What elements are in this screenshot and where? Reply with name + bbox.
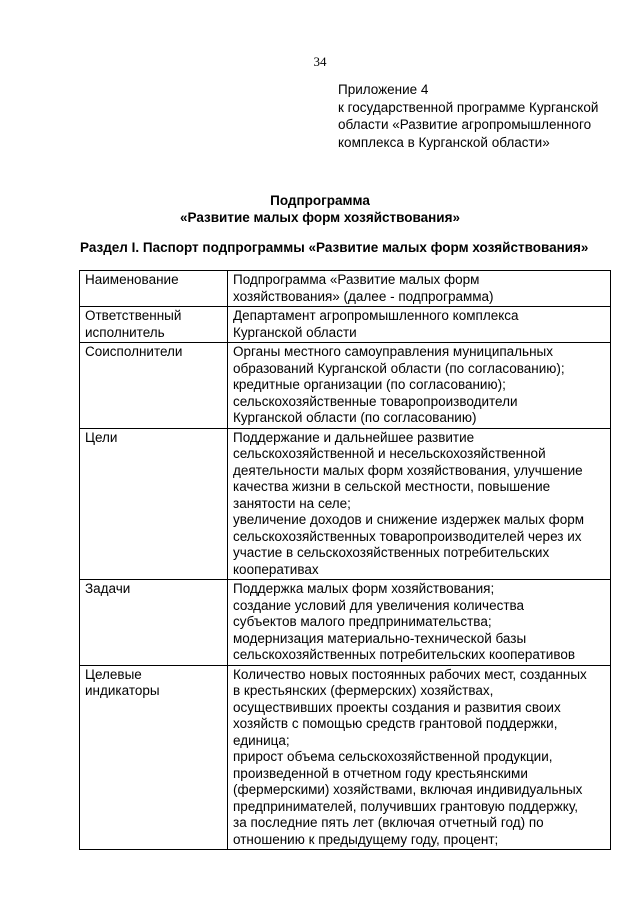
- row-value-line: субъектов малого предпринимательства;: [233, 614, 492, 629]
- subprogram-title-line: «Развитие малых форм хозяйствования»: [180, 210, 460, 225]
- row-value-line: хозяйств с помощью средств грантовой поддержки,: [233, 716, 558, 731]
- subprogram-title-line: Подпрограмма: [270, 193, 370, 208]
- row-value-line: создание условий для увеличения количества: [233, 597, 525, 613]
- row-value-line: в крестьянских (фермерских) хозяйствах,: [233, 683, 494, 698]
- table-row: [80, 307, 611, 343]
- row-value-line: хозяйствования» (далее - подпрограмма): [233, 288, 494, 304]
- appendix-note: [338, 81, 628, 151]
- row-label: [80, 428, 228, 580]
- table-row: [80, 271, 611, 307]
- row-value-line: Курганской области (по согласованию): [233, 410, 477, 425]
- row-label-line: Соисполнители: [85, 344, 183, 359]
- row-value-line: модернизация материально-технической базы: [233, 630, 527, 646]
- row-value-line: увеличение доходов и снижение издержек малых форм: [233, 512, 585, 527]
- row-value-line: образований Курганской области (по согласованию);: [233, 360, 565, 376]
- row-value: [228, 307, 611, 343]
- row-value: [228, 428, 611, 580]
- row-value-line: единица;: [233, 732, 290, 748]
- row-value-line: осуществивших проекты создания и развития своих: [233, 699, 561, 715]
- appendix-line: комплекса в Курганской области»: [338, 134, 550, 150]
- row-label-line: индикаторы: [85, 683, 160, 698]
- row-value-line: участие в сельскохозяйственных потребительских: [233, 545, 550, 560]
- row-value-line: кредитные организации (по согласованию);: [233, 377, 506, 392]
- row-label-line: Цели: [85, 429, 118, 445]
- table-row: [80, 580, 611, 666]
- row-label: [80, 343, 228, 429]
- row-value-line: сельскохозяйственной и несельскохозяйственной: [233, 446, 546, 461]
- row-label-line: исполнитель: [85, 324, 165, 340]
- table-row: [80, 665, 611, 850]
- appendix-line: Приложение 4: [338, 82, 429, 97]
- table-row: [80, 428, 611, 580]
- row-value-line: (фермерскими) хозяйствами, включая индивидуальных: [233, 782, 583, 797]
- row-value: [228, 271, 611, 307]
- row-label-line: Ответственный: [85, 308, 182, 323]
- row-value-line: Поддержание и дальнейшее развитие: [233, 429, 475, 445]
- row-label: [80, 307, 228, 343]
- row-value-line: сельскохозяйственных потребительских кооперативов: [233, 647, 576, 662]
- row-value-line: сельскохозяйственных товаропроизводителей через их: [233, 528, 582, 544]
- row-value-line: Количество новых постоянных рабочих мест, созданных: [233, 666, 587, 682]
- row-label-line: Задачи: [85, 581, 131, 596]
- row-value: [228, 343, 611, 429]
- row-value-line: предпринимателей, получивших грантовую поддержку,: [233, 798, 579, 814]
- row-value-line: Поддержка малых форм хозяйствования;: [233, 581, 495, 596]
- section-heading: Раздел I. Паспорт подпрограммы «Развитие малых форм хозяйствования»: [80, 240, 589, 255]
- row-label: [80, 580, 228, 666]
- row-value-line: деятельности малых форм хозяйствования, улучшение: [233, 462, 583, 478]
- appendix-line: к государственной программе Курганской: [338, 99, 599, 115]
- passport-table: [79, 270, 611, 850]
- row-value-line: Органы местного самоуправления муниципальных: [233, 344, 553, 359]
- subprogram-title: [0, 192, 640, 226]
- row-value: [228, 665, 611, 850]
- row-label-line: Целевые: [85, 666, 142, 682]
- row-value: [228, 580, 611, 666]
- row-value-line: прирост объема сельскохозяйственной продукции,: [233, 749, 553, 764]
- row-value-line: кооперативах: [233, 561, 319, 577]
- row-value-line: Подпрограмма «Развитие малых форм: [233, 272, 480, 287]
- row-value-line: занятости на селе;: [233, 495, 351, 511]
- row-label: [80, 665, 228, 850]
- row-value-line: сельскохозяйственные товаропроизводители: [233, 393, 518, 409]
- row-value-line: за последние пять лет (включая отчетный год) по: [233, 815, 544, 830]
- row-value-line: качества жизни в сельской местности, повышение: [233, 479, 551, 494]
- row-label: [80, 271, 228, 307]
- row-value-line: отношению к предыдущему году, процент;: [233, 831, 499, 847]
- row-value-line: Курганской области: [233, 324, 357, 340]
- row-label-line: Наименование: [85, 272, 179, 287]
- appendix-line: области «Развитие агропромышленного: [338, 117, 592, 132]
- page-number: 34: [313, 54, 327, 69]
- table-row: [80, 343, 611, 429]
- row-value-line: произведенной в отчетном году крестьянскими: [233, 765, 528, 781]
- row-value-line: Департамент агропромышленного комплекса: [233, 308, 519, 323]
- passport-table-body: [80, 271, 611, 850]
